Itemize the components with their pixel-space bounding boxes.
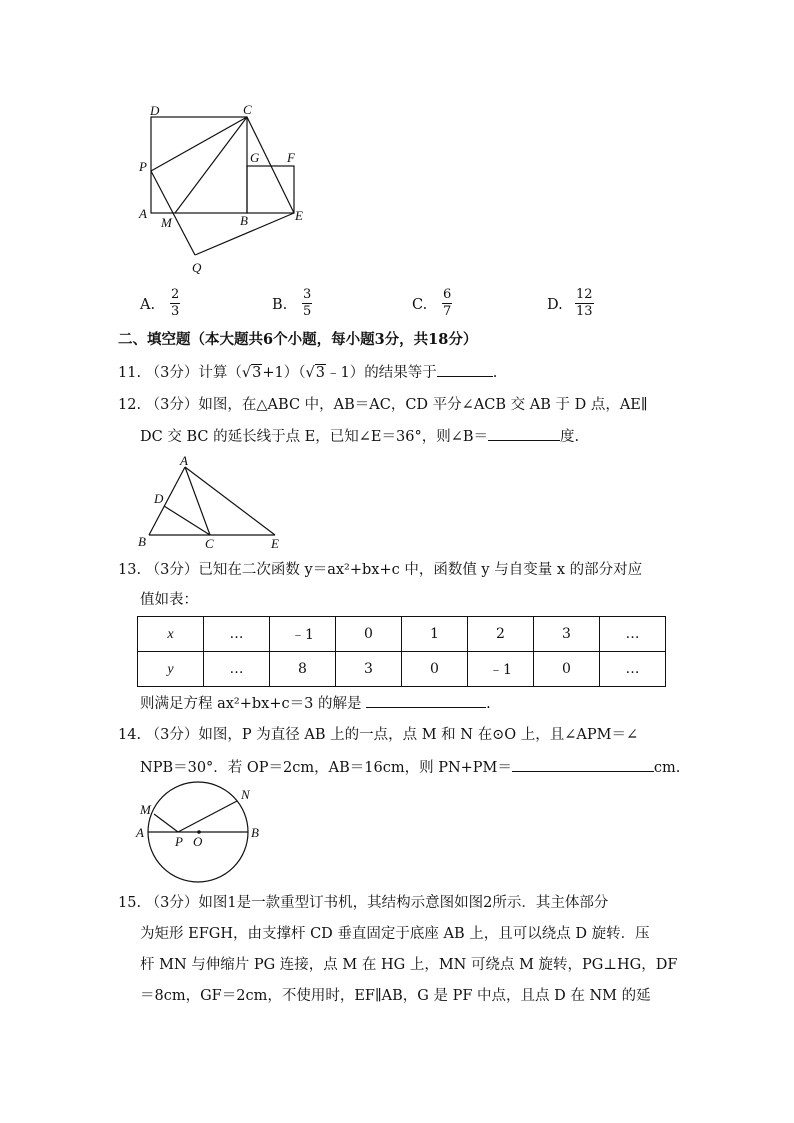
figure-q12 (135, 453, 295, 553)
sqrt-expression: √3 (241, 365, 262, 381)
choice-fraction: $\frac{3}{5}$ (303, 287, 312, 319)
label-A: A (136, 825, 144, 840)
table-row (138, 652, 666, 687)
table-cell: 0 (336, 617, 402, 652)
question-15-line3: 杆 MN 与伸缩片 PG 连接，点 M 在 HG 上，MN 可绕点 M 旋转，PG⊥HG，DF (140, 957, 678, 973)
label-M: M (161, 215, 172, 230)
question-15-line1: 15. （3分）如图1是一款重型订书机，其结构示意图如图2所示．其主体部分 (118, 895, 609, 911)
choice-fraction: $\frac{2}{3}$ (171, 287, 180, 319)
choice-letter: C. (412, 297, 428, 313)
label-G: G (250, 150, 260, 165)
question-text: （3分）计算（ (145, 365, 242, 381)
choice-letter: B. (272, 297, 288, 313)
label-E: E (271, 536, 279, 551)
figure-q14 (134, 784, 274, 889)
table-cell: 3 (534, 617, 600, 652)
table-cell: ﹣1 (468, 652, 534, 687)
question-12-line2: DC 交 BC 的延长线于点 E，已知∠E＝36°，则∠B＝ 度. (140, 426, 579, 447)
label-M: M (140, 802, 151, 817)
label-O: O (193, 834, 203, 849)
table-cell: … (204, 652, 270, 687)
answer-choices (140, 287, 700, 327)
label-Q: Q (192, 260, 202, 275)
question-11: 11. （3分）计算（√3+1）（√3﹣1）的结果等于 . (118, 362, 497, 383)
label-B: B (138, 534, 146, 549)
choice-fraction: $\frac{6}{7}$ (443, 287, 452, 319)
question-13-line2: 值如表： (140, 592, 198, 608)
label-C: C (205, 536, 214, 551)
choice-letter: D. (547, 297, 563, 313)
question-15-line2: 为矩形 EFGH，由支撑杆 CD 垂直固定于底座 AB 上，且可以绕点 D 旋转．压 (140, 926, 650, 942)
label-D: D (154, 491, 164, 506)
answer-blank[interactable] (488, 426, 560, 441)
question-14-line2: NPB＝30°．若 OP＝2cm，AB＝16cm，则 PN+PM＝ cm. (140, 757, 680, 778)
label-A: A (180, 453, 188, 468)
answer-blank[interactable] (366, 693, 486, 708)
choice-letter: A. (140, 297, 156, 313)
answer-blank[interactable] (437, 362, 493, 377)
table-row (138, 617, 666, 652)
table-cell: 2 (468, 617, 534, 652)
question-12-line1: 12. （3分）如图，在△ABC 中，AB＝AC，CD 平分∠ACB 交 AB 于 D 点，AE∥ (118, 397, 648, 413)
question-14-line1: 14. （3分）如图，P 为直径 AB 上的一点，点 M 和 N 在⊙O 上，且∠APM＝∠ (118, 727, 639, 743)
question-13-line3: 则满足方程 ax²+bx+c＝3 的解是 . (140, 693, 491, 714)
label-D: D (150, 103, 160, 118)
sqrt-expression: √3 (305, 365, 325, 381)
label-A: A (139, 206, 147, 221)
label-B: B (251, 825, 259, 840)
table-cell: 3 (336, 652, 402, 687)
label-C: C (243, 102, 252, 117)
table-cell: ﹣1 (270, 617, 336, 652)
table-cell: 0 (534, 652, 600, 687)
table-cell: 0 (402, 652, 468, 687)
figure-q10 (130, 100, 320, 280)
label-N: N (241, 787, 250, 802)
table-cell: 1 (402, 617, 468, 652)
table-cell: 8 (270, 652, 336, 687)
table-cell: … (600, 652, 666, 687)
label-E: E (295, 208, 303, 223)
question-15-line4: ＝8cm，GF＝2cm，不使用时，EF∥AB，G 是 PF 中点，且点 D 在 NM 的延 (140, 988, 651, 1004)
table-cell: y (138, 652, 204, 687)
choice-fraction: $\frac{12}{13}$ (576, 287, 593, 319)
question-number: 11. (118, 365, 142, 381)
table-cell: x (138, 617, 204, 652)
value-table (137, 616, 666, 687)
label-F: F (287, 150, 295, 165)
label-P: P (175, 834, 183, 849)
answer-blank[interactable] (512, 757, 654, 772)
label-B: B (240, 213, 248, 228)
section-title: 二、填空题（本大题共6个小题，每小题3分，共18分） (118, 331, 478, 348)
label-P: P (139, 159, 147, 174)
table-cell: … (204, 617, 270, 652)
question-13-line1: 13. （3分）已知在二次函数 y＝ax²+bx+c 中，函数值 y 与自变量 x 的部分对应 (118, 562, 643, 578)
table-cell: … (600, 617, 666, 652)
